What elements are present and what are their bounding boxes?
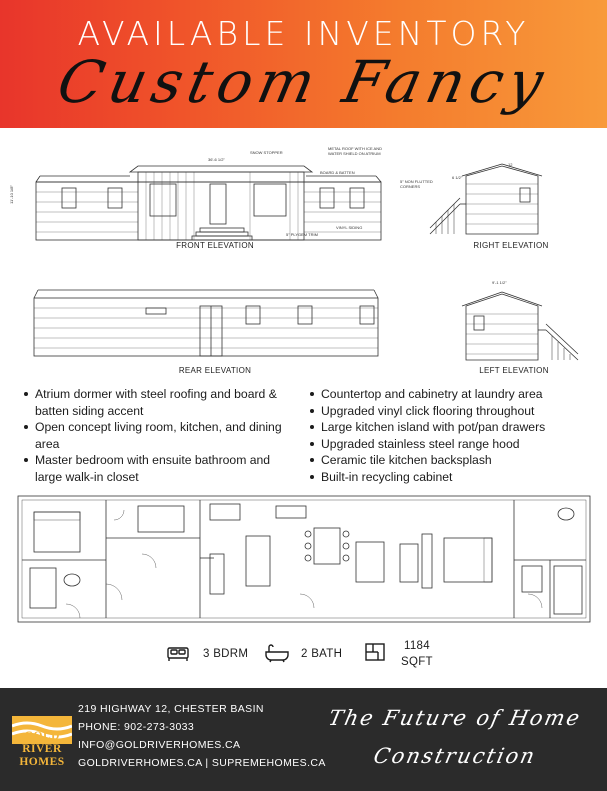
floor-plan-drawing [14, 494, 594, 626]
footer [0, 688, 607, 791]
contact-info [78, 700, 326, 772]
note-right-top: 12 [508, 162, 513, 167]
note-snow-stopper: SNOW STOPPER [250, 150, 283, 155]
left-elevation-drawing [454, 284, 594, 366]
tagline-line-1: The Future of Home [326, 706, 584, 730]
note-metal-roof: METAL ROOF WITH ICE AND [328, 146, 383, 151]
note-dim-front: 36'-6 1/2" [208, 157, 225, 162]
address: 219 HIGHWAY 12, CHESTER BASIN [78, 703, 264, 715]
feature-item: Master bedroom with ensuite bathroom and large walk-in closet [22, 452, 292, 485]
feature-item: Countertop and cabinetry at laundry area [308, 386, 598, 403]
sqft-unit: SQFT [401, 656, 433, 668]
sqft-value: 1184 [404, 640, 430, 652]
elevation-drawings [0, 128, 607, 380]
front-elevation-label: FRONT ELEVATION [176, 241, 254, 250]
logo-text-homes: HOMES [19, 756, 65, 768]
email-link[interactable]: INFO@GOLDRIVERHOMES.CA [78, 739, 241, 751]
page-title: AVAILABLE INVENTORY [77, 14, 530, 53]
note-vinyl-siding: VINYL SIDING [336, 225, 363, 230]
features-list [0, 386, 607, 494]
feature-item: Open concept living room, kitchen, and dining area [22, 419, 292, 452]
model-name: Custom Fancy [51, 48, 556, 116]
home-stats [0, 636, 607, 676]
note-corners: CORNERS [400, 184, 421, 189]
note-non-fluted: 5" NON FLUTTED [400, 179, 433, 184]
tagline-line-2: Construction [371, 744, 539, 768]
note-right-side: 6 1/2" [452, 175, 463, 180]
feature-item: Upgraded vinyl click flooring throughout [308, 403, 598, 420]
features-right-column [308, 386, 598, 485]
features-left-column [22, 386, 292, 485]
logo-text-gold: GOLD [24, 730, 60, 742]
bathtub-icon [264, 643, 290, 663]
rear-elevation-drawing [28, 284, 388, 362]
bed-icon [166, 644, 190, 662]
website-links[interactable]: GOLDRIVERHOMES.CA | SUPREMEHOMES.CA [78, 757, 326, 769]
note-dim-height: 11'-10 1/8" [8, 185, 14, 204]
right-elevation-label: RIGHT ELEVATION [473, 241, 549, 250]
feature-item: Ceramic tile kitchen backsplash [308, 452, 598, 469]
rear-elevation-label: REAR ELEVATION [178, 366, 252, 375]
logo-text-river: RIVER [22, 743, 62, 755]
feature-item: Built-in recycling cabinet [308, 469, 598, 486]
feature-item: Large kitchen island with pot/pan drawers [308, 419, 598, 436]
feature-item: Atrium dormer with steel roofing and board & batten siding accent [22, 386, 292, 419]
note-metal-roof-2: WATER SHIELD ON ATRIUM [328, 151, 381, 156]
note-board-batten: BOARD & BATTEN [320, 170, 355, 175]
header-banner [0, 0, 607, 128]
floorplan-icon [364, 642, 386, 662]
note-left-top: 9'-1 1/2" [492, 280, 507, 285]
right-elevation-drawing [426, 154, 556, 240]
bathrooms-count: 2 BATH [301, 648, 343, 660]
left-elevation-label: LEFT ELEVATION [479, 366, 549, 375]
bedrooms-count: 3 BDRM [203, 648, 249, 660]
note-plygem-trim: 5" PLYGEM TRIM [286, 232, 318, 237]
phone[interactable]: PHONE: 902-273-3033 [78, 721, 195, 733]
front-elevation-drawing [20, 148, 400, 248]
feature-item: Upgraded stainless steel range hood [308, 436, 598, 453]
